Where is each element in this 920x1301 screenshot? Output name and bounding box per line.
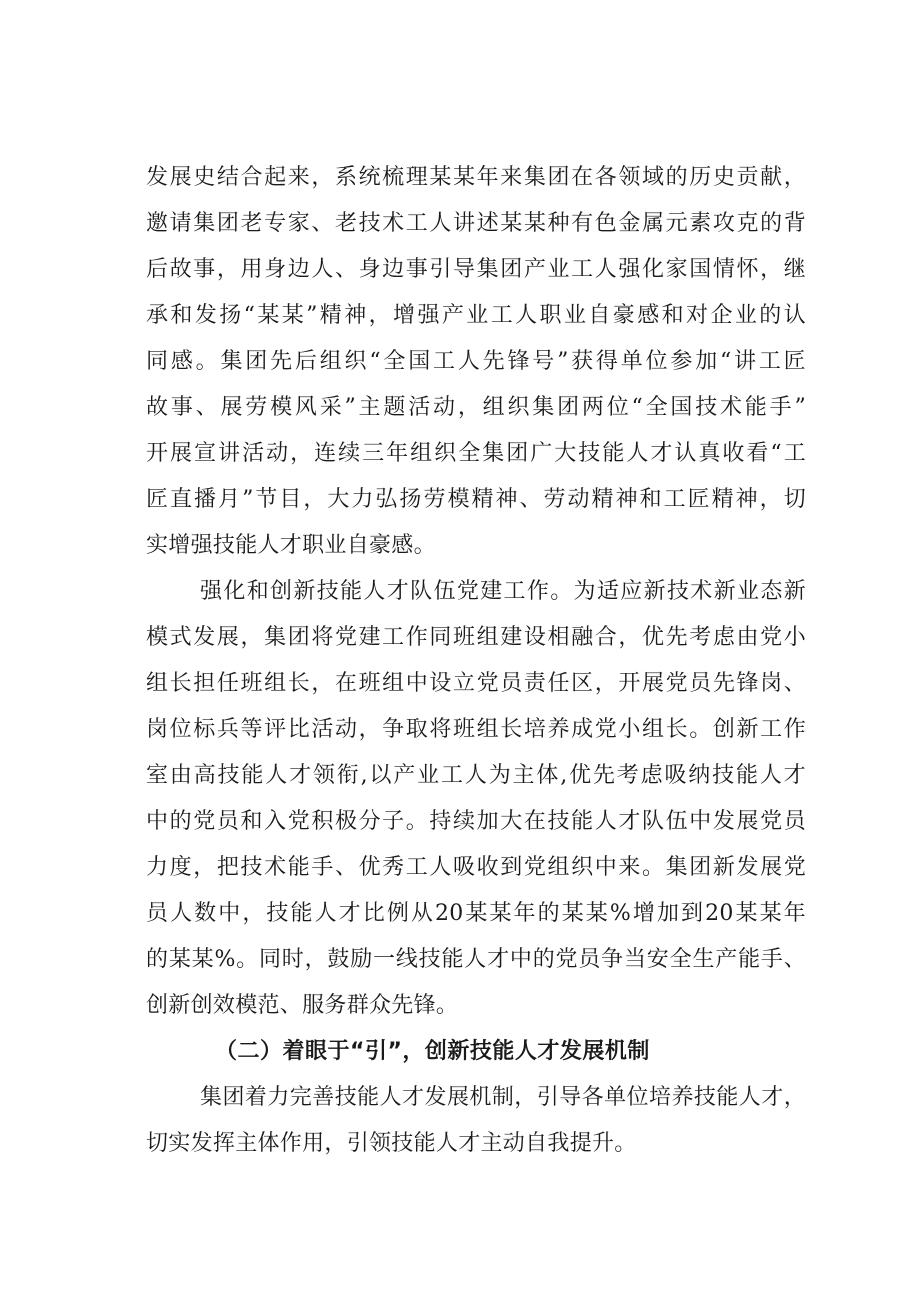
paragraph-line: 创新创效模范、服务群众先锋。	[146, 993, 459, 1018]
paragraph-line: 同感。集团先后组织“全国工人先锋号”获得单位参加“讲工匠	[146, 349, 806, 374]
paragraph-line: 发展史结合起来，系统梳理某某年来集团在各领域的历史贡献，	[146, 165, 806, 190]
paragraph-line: 实增强技能人才职业自豪感。	[146, 533, 436, 558]
paragraph-line: 开展宣讲活动，连续三年组织全集团广大技能人才认真收看“工	[146, 441, 806, 466]
paragraph-line: 后故事，用身边人、身边事引导集团产业工人强化家国情怀，继	[146, 257, 806, 282]
paragraph-line: 的某某%。同时，鼓励一线技能人才中的党员争当安全生产能手、	[146, 947, 806, 972]
paragraph-line: 匠直播月”节目，大力弘扬劳模精神、劳动精神和工匠精神，切	[146, 487, 806, 512]
paragraph-line: 模式发展，集团将党建工作同班组建设相融合，优先考虑由党小	[146, 625, 806, 650]
paragraph-line: 员人数中，技能人才比例从20某某年的某某%增加到20某某年	[146, 901, 806, 926]
paragraph-line: 室由高技能人才领衔,以产业工人为主体,优先考虑吸纳技能人才	[146, 763, 806, 788]
paragraph-first-line: 集团着力完善技能人才发展机制，引导各单位培养技能人才，	[200, 1085, 806, 1110]
paragraph-first-line: 强化和创新技能人才队伍党建工作。为适应新技术新业态新	[200, 579, 806, 604]
paragraph-line: 力度，把技术能手、优秀工人吸收到党组织中来。集团新发展党	[146, 855, 806, 880]
paragraph-line: 故事、展劳模风采”主题活动，组织集团两位“全国技术能手”	[146, 395, 806, 420]
paragraph-line: 组长担任班组长，在班组中设立党员责任区，开展党员先锋岗、	[146, 671, 806, 696]
section-heading: （二）着眼于“引”，创新技能人才发展机制	[215, 1039, 650, 1064]
paragraph-line: 邀请集团老专家、老技术工人讲述某某种有色金属元素攻克的背	[146, 211, 806, 236]
paragraph-line: 中的党员和入党积极分子。持续加大在技能人才队伍中发展党员	[146, 809, 806, 834]
paragraph-line: 承和发扬“某某”精神，增强产业工人职业自豪感和对企业的认	[146, 303, 806, 328]
paragraph-line: 切实发挥主体作用，引领技能人才主动自我提升。	[146, 1131, 637, 1156]
paragraph-line: 岗位标兵等评比活动，争取将班组长培养成党小组长。创新工作	[146, 717, 806, 742]
